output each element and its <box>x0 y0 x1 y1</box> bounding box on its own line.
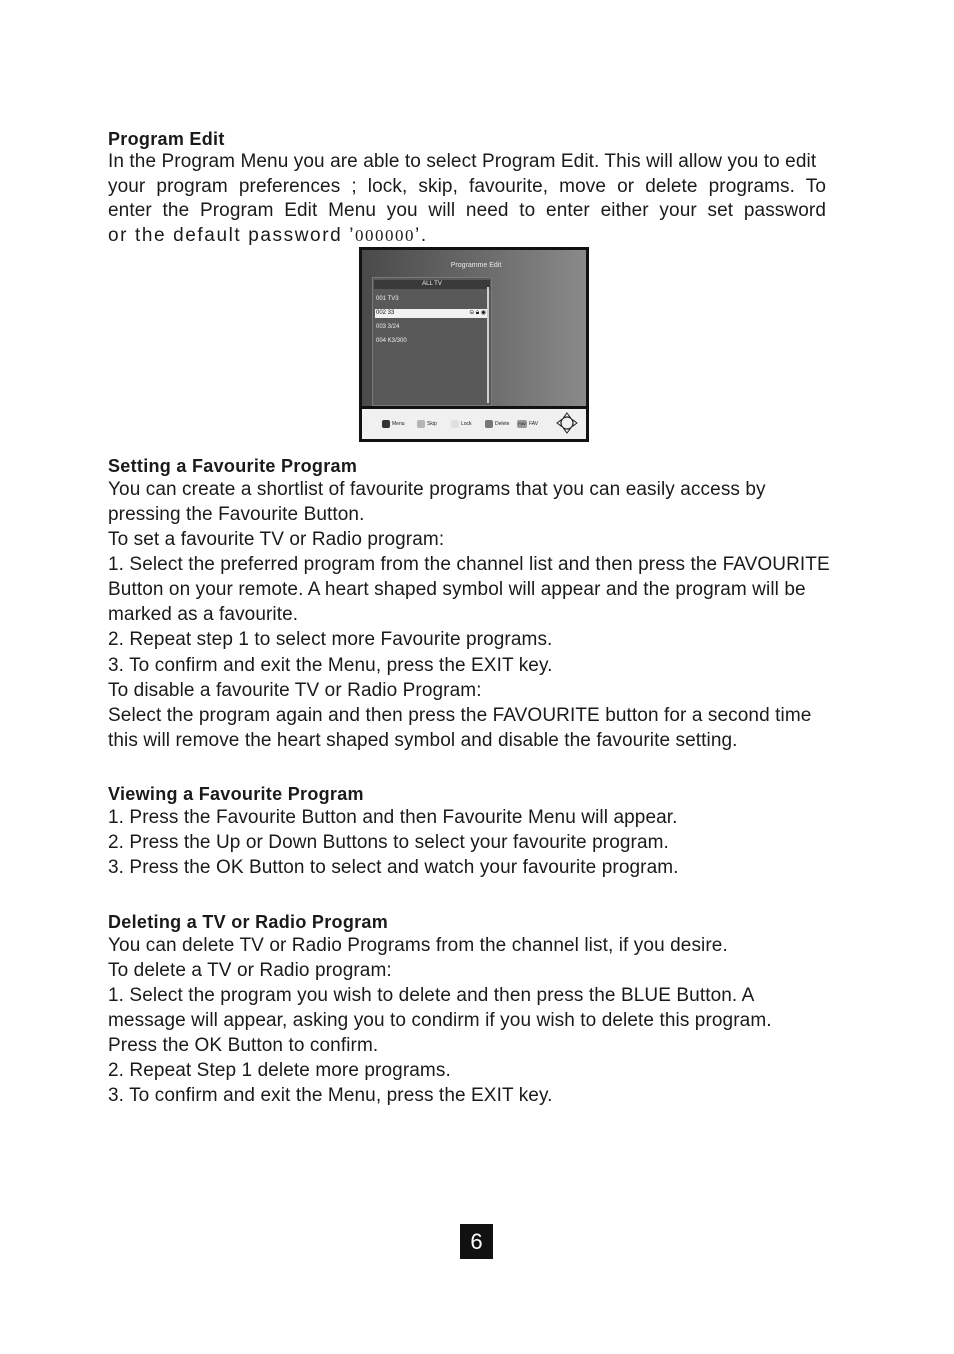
channel-list <box>372 277 492 406</box>
navigation-arrows-icon <box>556 412 578 434</box>
delete-key-icon <box>485 420 493 428</box>
deleting-program-heading: Deleting a TV or Radio Program <box>108 912 389 932</box>
body-line: or the default password <box>108 225 350 246</box>
body-line: Select the program again and then press the FAVOURITE button for a second time <box>108 705 812 726</box>
body-line: 3. To confirm and exit the Menu, press the EXIT key. <box>108 1085 553 1106</box>
legend-lock <box>451 419 472 429</box>
channel-row-selected[interactable] <box>375 309 488 318</box>
setting-favourite-heading: Setting a Favourite Program <box>108 456 358 476</box>
body-line: your program preferences ; lock, skip, favourite, move or delete programs. To <box>108 176 826 197</box>
body-line: enter the Program Edit Menu you will need to enter either your set password <box>108 200 826 221</box>
body-line: 3. Press the OK Button to select and watch your favourite program. <box>108 857 679 878</box>
legend-skip <box>417 419 437 429</box>
skip-key-icon <box>417 420 425 428</box>
lock-key-icon <box>451 420 459 428</box>
fav-key-icon: FAV <box>518 420 526 426</box>
body-line: 2. Repeat step 1 to select more Favourite programs. <box>108 629 553 650</box>
viewing-favourite-heading: Viewing a Favourite Program <box>108 784 364 804</box>
programme-edit-screenshot <box>359 247 589 442</box>
password-line <box>108 225 428 247</box>
legend-label: Skip <box>427 421 437 427</box>
body-line: 1. Select the preferred program from the channel list and then press the FAVOURITE <box>108 554 830 575</box>
menu-key-icon <box>382 420 390 428</box>
body-line: In the Program Menu you are able to select Program Edit. This will allow you to edit <box>108 151 817 172</box>
body-line: 3. To confirm and exit the Menu, press the EXIT key. <box>108 655 553 676</box>
legend-label: Lock <box>461 421 472 427</box>
lock-and-skip-icon: ⊝ 🔒︎ ◉ <box>469 310 486 316</box>
legend-delete <box>485 419 509 429</box>
body-line: pressing the Favourite Button. <box>108 504 365 525</box>
screen-background <box>362 250 586 406</box>
program-edit-heading: Program Edit <box>108 129 225 149</box>
legend-fav <box>517 419 538 429</box>
list-header: ALL TV <box>374 280 490 289</box>
channel-row[interactable]: 003 3/24 <box>376 324 400 330</box>
screen-title: Programme Edit <box>450 262 502 269</box>
body-line: 2. Press the Up or Down Buttons to select your favourite program. <box>108 832 669 853</box>
body-line: You can create a shortlist of favourite programs that you can easily access by <box>108 479 766 500</box>
quote-close: ’. <box>415 225 428 246</box>
body-line: Press the OK Button to confirm. <box>108 1035 379 1056</box>
body-line: message will appear, asking you to condirm if you wish to delete this program. <box>108 1010 772 1031</box>
body-line: 1. Select the program you wish to delete and then press the BLUE Button. A <box>108 985 755 1006</box>
legend-menu <box>382 419 405 429</box>
body-line: To delete a TV or Radio program: <box>108 960 392 981</box>
quote-open: ’ <box>349 225 356 246</box>
body-line: 2. Repeat Step 1 delete more programs. <box>108 1060 451 1081</box>
body-line: this will remove the heart shaped symbol and disable the favourite setting. <box>108 730 738 751</box>
legend-label: Menu <box>392 421 405 427</box>
channel-row[interactable]: 001 TV3 <box>376 296 399 302</box>
channel-row-label: 002 33 <box>376 310 395 316</box>
body-line: Button on your remote. A heart shaped symbol will appear and the program will be <box>108 579 806 600</box>
channel-row[interactable]: 004 K3/300 <box>376 338 407 344</box>
body-line: marked as a favourite. <box>108 604 299 625</box>
default-password: 000000 <box>355 226 416 245</box>
body-line: To disable a favourite TV or Radio Program: <box>108 680 482 701</box>
page-number: 6 <box>460 1224 493 1259</box>
list-scrollbar[interactable] <box>487 287 489 403</box>
legend-label: FAV <box>529 421 539 427</box>
legend-label: Delete <box>495 421 510 427</box>
body-line: 1. Press the Favourite Button and then Favourite Menu will appear. <box>108 807 678 828</box>
body-line: To set a favourite TV or Radio program: <box>108 529 445 550</box>
legend-bar <box>362 409 586 439</box>
body-line: You can delete TV or Radio Programs from the channel list, if you desire. <box>108 935 728 956</box>
